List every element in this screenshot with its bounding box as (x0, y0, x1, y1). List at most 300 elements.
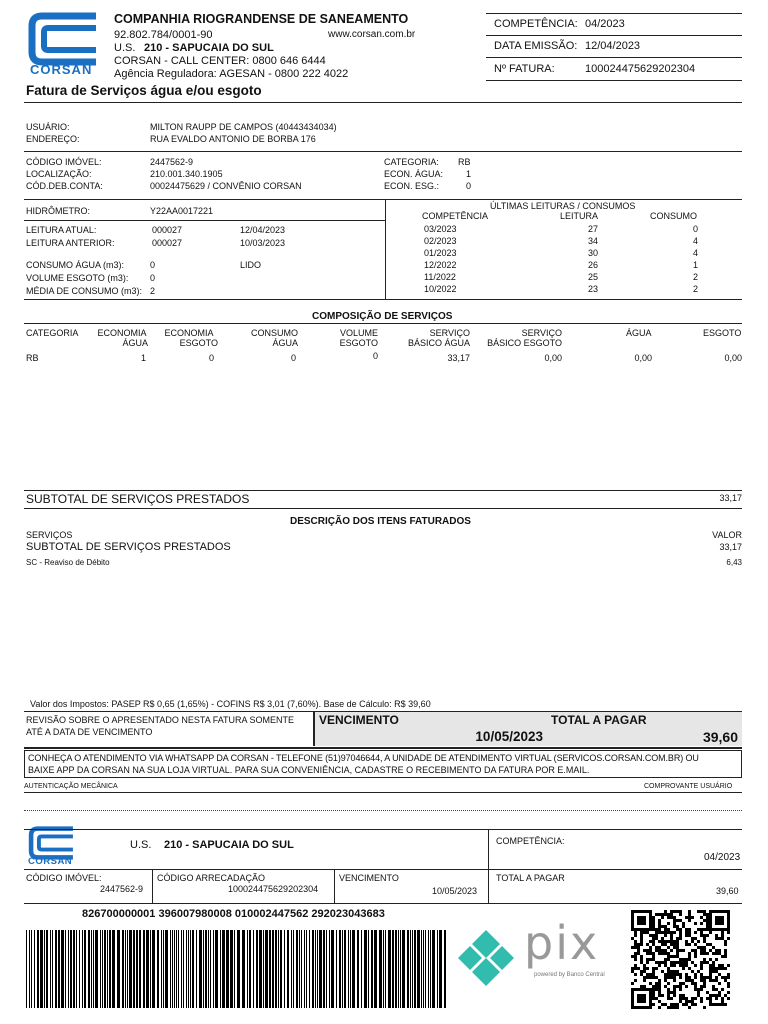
barcode-bar (344, 930, 346, 1008)
qr-module (676, 919, 679, 922)
barcode-bar (425, 930, 426, 1008)
qr-module (652, 922, 655, 925)
qr-module (664, 940, 667, 943)
qr-module (694, 988, 697, 991)
econ-agua-value: 1 (466, 169, 472, 179)
stub-logo-text: CORSAN (28, 856, 73, 867)
barcode-bar (304, 930, 305, 1008)
items-subtotal-value: 33,17 (719, 542, 742, 552)
qr-module (718, 994, 721, 997)
qr-module (688, 934, 691, 937)
qr-module (679, 919, 682, 922)
qr-module (640, 943, 643, 946)
qr-module (697, 928, 700, 931)
qr-module (655, 934, 658, 937)
website-link[interactable]: www.corsan.com.br (328, 29, 416, 40)
stub-arrec-value: 100024475629202304 (228, 884, 319, 894)
qr-module (667, 1006, 670, 1009)
qr-module (715, 967, 718, 970)
qr-module (667, 928, 670, 931)
qr-module (685, 964, 688, 967)
categoria-value: RB (458, 157, 471, 167)
qr-module (670, 970, 673, 973)
qr-module (631, 988, 634, 991)
col-volume (300, 328, 378, 348)
qr-module (667, 970, 670, 973)
qr-module (688, 919, 691, 922)
qr-module (685, 931, 688, 934)
barcode-bar (374, 930, 377, 1008)
barcode-bar (210, 930, 211, 1008)
qr-module (700, 946, 703, 949)
barcode-bar (423, 930, 424, 1008)
qr-module (634, 928, 637, 931)
services-title: COMPOSIÇÃO DE SERVIÇOS (312, 311, 453, 322)
qr-module (664, 985, 667, 988)
qr-module (679, 931, 682, 934)
barcode-bar (208, 930, 209, 1008)
history-competencia: 11/2022 (424, 272, 456, 282)
qr-module (688, 955, 691, 958)
qr-module (649, 922, 652, 925)
barcode-bar (361, 930, 362, 1008)
qr-module (658, 931, 661, 934)
qr-module (700, 973, 703, 976)
barcode-bar (269, 930, 271, 1008)
qr-module (724, 967, 727, 970)
competencia-label: COMPETÊNCIA: (494, 18, 578, 30)
qr-module (673, 985, 676, 988)
stub-arrec-label: CÓDIGO ARRECADAÇÃO (157, 873, 266, 883)
barcode-bar (414, 930, 416, 1008)
qr-module (676, 928, 679, 931)
qr-module (709, 943, 712, 946)
barcode-bar (234, 930, 235, 1008)
item-reaviso-label: SC - Reaviso de Débito (26, 558, 110, 567)
qr-module (652, 928, 655, 931)
qr-module (649, 913, 652, 916)
qr-module (688, 928, 691, 931)
barcode-bar (139, 930, 141, 1008)
qr-module (727, 982, 730, 985)
qr-module (703, 958, 706, 961)
us-label: U.S. (114, 42, 136, 54)
comprovante-label: COMPROVANTE USUÁRIO (644, 783, 733, 790)
qr-module (682, 982, 685, 985)
qr-module (727, 913, 730, 916)
qr-module (721, 937, 724, 940)
qr-module (727, 991, 730, 994)
qr-module (676, 949, 679, 952)
col-econ-esgoto (160, 328, 218, 348)
barcode-bar (317, 930, 318, 1008)
barcode-bar (230, 930, 233, 1008)
qr-module (676, 955, 679, 958)
qr-module (643, 922, 646, 925)
qr-module (661, 925, 664, 928)
qr-module (664, 943, 667, 946)
qr-module (646, 952, 649, 955)
qr-module (685, 916, 688, 919)
qr-module (676, 937, 679, 940)
qr-module (640, 1006, 643, 1009)
col-agua: ÁGUA (626, 328, 652, 338)
doc-title: Fatura de Serviços água e/ou esgoto (26, 83, 262, 98)
revisao-line-2: ATÉ A DATA DE VENCIMENTO (26, 727, 153, 737)
qr-module (637, 916, 640, 919)
barcode (26, 930, 450, 1008)
barcode-bar (82, 930, 83, 1008)
qr-module (685, 934, 688, 937)
col-econ-agua-1: ECONOMIA (97, 328, 147, 338)
barcode-bar (46, 930, 48, 1008)
qr-module (643, 928, 646, 931)
barcode-bar (100, 930, 101, 1008)
qr-module (664, 976, 667, 979)
qr-module (727, 973, 730, 976)
qr-module (664, 961, 667, 964)
qr-module (670, 955, 673, 958)
stub-competencia-value: 04/2023 (704, 852, 741, 863)
qr-module (703, 976, 706, 979)
qr-module (643, 931, 646, 934)
barcode-bar (412, 930, 413, 1008)
qr-module (652, 991, 655, 994)
qr-module (631, 1006, 634, 1009)
consumo-value: 0 (150, 260, 156, 270)
qr-module (709, 979, 712, 982)
qr-module (700, 976, 703, 979)
qr-module (655, 928, 658, 931)
qr-module (709, 970, 712, 973)
qr-module (652, 973, 655, 976)
qr-module (643, 964, 646, 967)
row-esgoto: 0,00 (724, 353, 742, 363)
cod-deb-label: CÓD.DEB.CONTA: (26, 181, 103, 191)
qr-module (640, 922, 643, 925)
barcode-bar (186, 930, 187, 1008)
barcode-bar (329, 930, 330, 1008)
qr-module (664, 964, 667, 967)
qr-module (715, 934, 718, 937)
barcode-bar (44, 930, 45, 1008)
barcode-bar (400, 930, 401, 1008)
qr-module (673, 988, 676, 991)
row-volume: 0 (372, 351, 378, 361)
qr-module (670, 964, 673, 967)
qr-module (631, 982, 634, 985)
qr-module (649, 991, 652, 994)
qr-module (712, 985, 715, 988)
stub-us-value: 210 - SAPUCAIA DO SUL (164, 839, 294, 851)
qr-module (670, 916, 673, 919)
barcode-bar (287, 930, 289, 1008)
qr-module (673, 973, 676, 976)
qr-module (724, 955, 727, 958)
pix-qr-code (631, 910, 735, 1010)
qr-module (652, 943, 655, 946)
qr-module (634, 979, 637, 982)
barcode-bar (437, 930, 438, 1008)
qr-module (652, 919, 655, 922)
qr-module (679, 994, 682, 997)
barcode-bar (188, 930, 189, 1008)
qr-module (670, 976, 673, 979)
qr-module (658, 946, 661, 949)
qr-module (718, 952, 721, 955)
qr-module (667, 976, 670, 979)
qr-module (688, 943, 691, 946)
qr-module (703, 913, 706, 916)
qr-module (652, 976, 655, 979)
qr-module (664, 934, 667, 937)
qr-module (706, 916, 709, 919)
qr-module (679, 964, 682, 967)
qr-module (694, 976, 697, 979)
qr-module (640, 988, 643, 991)
barcode-bar (371, 930, 373, 1008)
qr-module (658, 961, 661, 964)
qr-module (673, 910, 676, 913)
history-leitura: 26 (587, 260, 598, 270)
qr-module (709, 949, 712, 952)
qr-module (673, 979, 676, 982)
services-subtotal-label: SUBTOTAL DE SERVIÇOS PRESTADOS (26, 492, 250, 506)
qr-module (643, 967, 646, 970)
qr-module (658, 982, 661, 985)
qr-module (715, 970, 718, 973)
qr-module (724, 979, 727, 982)
qr-module (661, 943, 664, 946)
qr-module (712, 1003, 715, 1006)
qr-module (658, 919, 661, 922)
barcode-bar (203, 930, 204, 1008)
qr-module (658, 1000, 661, 1003)
qr-module (721, 976, 724, 979)
volume-label: VOLUME ESGOTO (m3): (26, 273, 129, 283)
econ-esg-label: ECON. ESG.: (384, 181, 440, 191)
qr-module (661, 916, 664, 919)
qr-module (664, 910, 667, 913)
col-volume-1: VOLUME (339, 328, 378, 338)
barcode-bar (331, 930, 334, 1008)
barcode-bar (291, 930, 292, 1008)
qr-module (637, 928, 640, 931)
leitura-ant-date: 10/03/2023 (240, 238, 286, 248)
qr-module (667, 931, 670, 934)
history-consumo: 4 (692, 236, 698, 246)
qr-module (655, 967, 658, 970)
history-leitura: 30 (587, 248, 598, 258)
barcode-bar (315, 930, 316, 1008)
qr-module (700, 985, 703, 988)
barcode-bar (213, 930, 214, 1008)
barcode-bar (357, 930, 359, 1008)
qr-module (649, 946, 652, 949)
qr-module (655, 961, 658, 964)
emissao-value: 12/04/2023 (585, 40, 641, 52)
history-leitura: 27 (587, 224, 598, 234)
qr-module (709, 922, 712, 925)
row-consumo: 0 (290, 353, 296, 363)
local-value: 210.001.340.1905 (150, 169, 223, 179)
qr-module (727, 997, 730, 1000)
barcode-bar (364, 930, 367, 1008)
qr-module (706, 997, 709, 1000)
qr-module (658, 928, 661, 931)
qr-module (631, 928, 634, 931)
qr-module (682, 949, 685, 952)
qr-module (649, 919, 652, 922)
qr-module (667, 958, 670, 961)
company-name: COMPANHIA RIOGRANDENSE DE SANEAMENTO (114, 12, 409, 26)
qr-module (706, 952, 709, 955)
barcode-bar (133, 930, 135, 1008)
qr-module (727, 919, 730, 922)
qr-module (694, 952, 697, 955)
usuario-label: USUÁRIO: (26, 122, 70, 132)
barcode-bar (220, 930, 221, 1008)
qr-module (649, 973, 652, 976)
qr-module (706, 928, 709, 931)
barcode-bar (326, 930, 327, 1008)
qr-module (709, 994, 712, 997)
qr-module (652, 916, 655, 919)
barcode-bar (342, 930, 343, 1008)
qr-module (670, 991, 673, 994)
media-label: MÉDIA DE CONSUMO (m3): (26, 286, 143, 296)
qr-module (715, 916, 718, 919)
qr-module (673, 991, 676, 994)
row-categoria: RB (26, 353, 39, 363)
qr-module (700, 997, 703, 1000)
qr-module (679, 910, 682, 913)
qr-module (661, 952, 664, 955)
qr-module (718, 922, 721, 925)
barcode-bar (421, 930, 422, 1008)
qr-module (670, 910, 673, 913)
econ-esg-value: 0 (466, 181, 472, 191)
col-econ-esgoto-1: ECONOMIA (164, 328, 214, 338)
qr-module (712, 970, 715, 973)
qr-module (664, 958, 667, 961)
lido-status: LIDO (240, 260, 262, 270)
qr-module (721, 997, 724, 1000)
barcode-bar (278, 930, 279, 1008)
services-subtotal-value: 33,17 (719, 493, 742, 503)
qr-module (679, 913, 682, 916)
barcode-bar (392, 930, 394, 1008)
qr-module (724, 943, 727, 946)
qr-module (703, 961, 706, 964)
barcode-bar (91, 930, 92, 1008)
qr-module (631, 991, 634, 994)
history-competencia: 10/2022 (424, 284, 457, 294)
qr-module (643, 1006, 646, 1009)
barcode-bar (247, 930, 248, 1008)
qr-module (643, 970, 646, 973)
stub-total-label: TOTAL A PAGAR (496, 873, 565, 883)
items-col-servicos: SERVIÇOS (26, 530, 73, 540)
qr-module (652, 940, 655, 943)
barcode-bar (296, 930, 298, 1008)
local-label: LOCALIZAÇÃO: (26, 169, 92, 179)
barcode-bar (174, 930, 175, 1008)
barcode-bar (253, 930, 254, 1008)
qr-module (685, 976, 688, 979)
qr-module (706, 943, 709, 946)
barcode-bar (150, 930, 151, 1008)
qr-module (721, 955, 724, 958)
qr-module (631, 910, 634, 913)
qr-module (709, 910, 712, 913)
qr-module (724, 976, 727, 979)
qr-module (634, 988, 637, 991)
qr-module (679, 928, 682, 931)
qr-module (631, 994, 634, 997)
qr-module (691, 997, 694, 1000)
qr-module (685, 928, 688, 931)
barcode-bar (79, 930, 80, 1008)
barcode-bar (368, 930, 369, 1008)
qr-module (727, 976, 730, 979)
qr-module (721, 967, 724, 970)
qr-module (721, 964, 724, 967)
categoria-label: CATEGORIA: (384, 157, 439, 167)
qr-module (649, 1003, 652, 1006)
qr-module (670, 943, 673, 946)
qr-module (643, 910, 646, 913)
qr-module (712, 910, 715, 913)
qr-module (631, 1003, 634, 1006)
barcode-bar (73, 930, 75, 1008)
qr-module (676, 973, 679, 976)
qr-module (631, 970, 634, 973)
barcode-bar (417, 930, 420, 1008)
qr-module (715, 958, 718, 961)
qr-module (679, 976, 682, 979)
qr-module (721, 916, 724, 919)
col-sba-1: SERVIÇO (429, 328, 470, 338)
qr-module (682, 958, 685, 961)
barcode-bar (428, 930, 429, 1008)
qr-module (691, 961, 694, 964)
col-econ-agua (90, 328, 154, 348)
barcode-bar (312, 930, 314, 1008)
qr-module (661, 970, 664, 973)
qr-module (643, 985, 646, 988)
barcode-bar (299, 930, 300, 1008)
qr-module (727, 931, 730, 934)
qr-module (718, 973, 721, 976)
history-competencia: 03/2023 (424, 224, 457, 234)
qr-module (649, 976, 652, 979)
qr-module (652, 970, 655, 973)
history-consumo: 4 (692, 248, 698, 258)
qr-module (664, 1003, 667, 1006)
qr-module (715, 910, 718, 913)
barcode-bar (102, 930, 103, 1008)
qr-module (709, 919, 712, 922)
qr-module (682, 922, 685, 925)
qr-module (649, 925, 652, 928)
qr-module (685, 979, 688, 982)
qr-module (634, 973, 637, 976)
qr-module (700, 922, 703, 925)
col-econ-esgoto-2: ESGOTO (179, 338, 218, 348)
qr-module (685, 958, 688, 961)
qr-module (670, 1003, 673, 1006)
